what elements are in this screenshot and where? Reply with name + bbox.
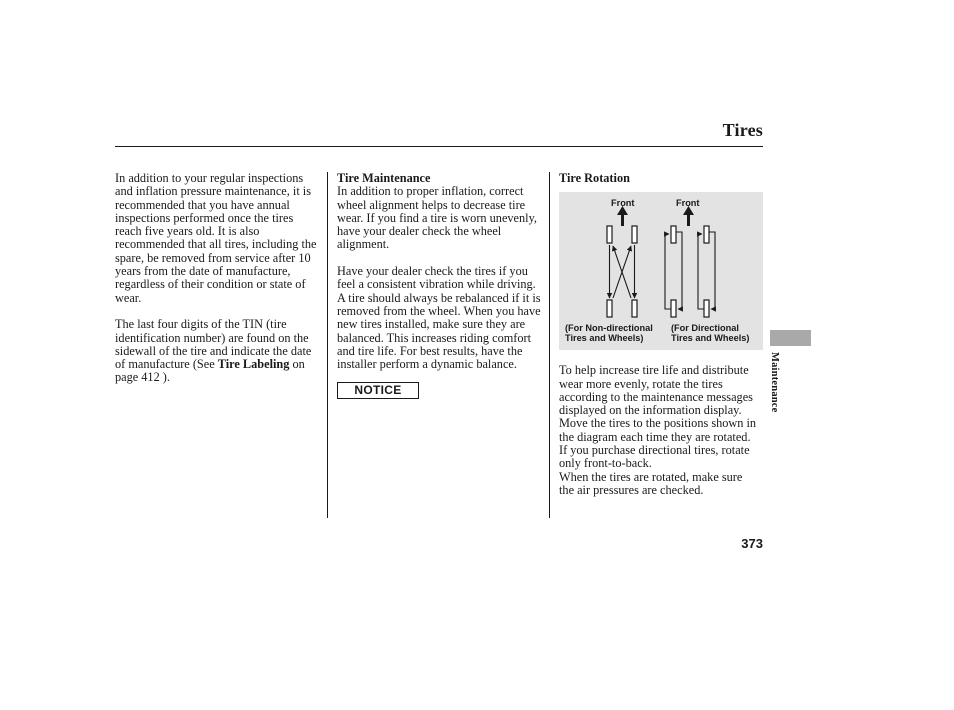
page-title: Tires bbox=[722, 120, 763, 140]
non-directional-arrows bbox=[610, 245, 635, 298]
tin-text: The last four digits of the TIN (tire identification number) are found on the sidewall of the tire and indicate the date of manufacture (See bbox=[115, 317, 312, 372]
page-number: 373 bbox=[741, 536, 763, 551]
non-directional-caption bbox=[565, 323, 653, 343]
front-arrow-left bbox=[617, 206, 628, 226]
section-label: Maintenance bbox=[769, 352, 780, 413]
inspection-paragraph: In addition to your regular inspections and inflation pressure maintenance, it is recommended that you have annual inspections performed once the tires reach five years old. It is also recommended that all tires, including the spare, be removed from service after 10 years from the date of manufacture, regardless of their condition or state of wear. bbox=[115, 171, 317, 305]
alignment-paragraph: In addition to proper inflation, correct wheel alignment helps to decrease tire wear. If you find a tire is worn unevenly, have your dealer check the wheel alignment. bbox=[337, 184, 537, 252]
front-arrow-right bbox=[683, 206, 694, 226]
directional-caption-line1: (For Directional bbox=[671, 323, 739, 334]
air-pressure-paragraph: When the tires are rotated, make sure the air pressures are checked. bbox=[559, 469, 743, 497]
column-2 bbox=[337, 172, 545, 399]
column-divider bbox=[327, 172, 328, 518]
directional-caption-line2: Tires and Wheels) bbox=[671, 333, 750, 344]
tire-rotation-diagram bbox=[559, 192, 763, 350]
section-tab[interactable] bbox=[770, 330, 811, 346]
non-directional-caption-line2: Tires and Wheels) bbox=[565, 333, 644, 344]
directional-tires bbox=[671, 226, 709, 317]
title-rule bbox=[115, 146, 763, 147]
tire-labeling-link[interactable]: Tire Labeling bbox=[217, 357, 290, 372]
column-divider bbox=[549, 172, 550, 518]
tire-maintenance-heading: Tire Maintenance bbox=[337, 171, 431, 185]
directional-caption bbox=[671, 323, 749, 343]
rotation-paragraph: To help increase tire life and distribute wear more evenly, rotate the tires according to the maintenance messages displayed on the information display. Move the tires to the positions shown in the diagram each time they are rotated. If you purchase directional tires, rotate only front-to-back. bbox=[559, 363, 757, 471]
front-label-left: Front bbox=[611, 198, 635, 209]
column-1 bbox=[115, 172, 321, 385]
balance-paragraph: Have your dealer check the tires if you feel a consistent vibration while driving. A tire should always be rebalanced if it is removed from the wheel. When you have new tires installed, make sure they are balanced. This increases riding comfort and tire life. For best results, have the installer perform a dynamic balance. bbox=[337, 264, 541, 372]
column-3 bbox=[559, 172, 759, 497]
tin-paragraph bbox=[115, 318, 321, 384]
tire-rotation-heading: Tire Rotation bbox=[559, 171, 630, 185]
tin-tail: on page 412 ). bbox=[115, 357, 305, 385]
non-directional-caption-line1: (For Non-directional bbox=[565, 323, 653, 334]
front-label-right: Front bbox=[676, 198, 700, 209]
notice-label: NOTICE bbox=[337, 382, 419, 399]
